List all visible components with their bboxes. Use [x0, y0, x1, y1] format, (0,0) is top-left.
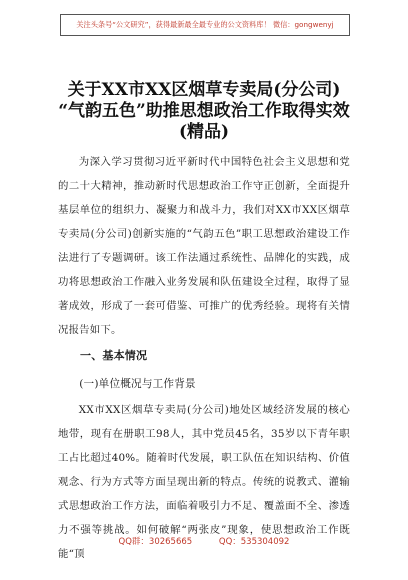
section-heading: 一、基本情况	[80, 349, 148, 362]
header-banner: 关注头条号“公文研究”，获得最新最全最专业的公文资料库！ 微信：gongwenyj	[60, 14, 350, 36]
intro-paragraph: 为深入学习贯彻习近平新时代中国特色社会主义思想和党的二十大精神，推动新时代思想政治工作守正创新，全面提升基层单位的组织力、凝聚力和战斗力，我们对XX市XX区烟草专卖局(分公司)创新实施的“气韵五色”职工思想政治建设工作法进行了专题调研。该工作法通过系统性、品牌化的实践，成功将思想政治工作融入业务发展和队伍建设全过程，取得了显著成效，形成了一套可借鉴、可推广的优秀经验。现将有关情况报告如下。	[58, 156, 350, 336]
title-line-3: (精品)	[178, 122, 230, 142]
title-line-1: 关于XX市XX区烟草专卖局(分公司)	[67, 80, 341, 100]
footer	[0, 535, 408, 547]
subsection-heading: (一)单位概况与工作背景	[79, 378, 196, 390]
document-title	[20, 80, 388, 143]
body-paragraph: XX市XX区烟草专卖局(分公司)地处区域经济发展的核心地带，现有在册职工98人，其中党员45名，35岁以下青年职工占比超过40%。随着时代发展，职工队伍在知识结构、价值观念、行为方式等方面呈现出新的特点。传统的说教式、灌输式思想政治工作方法，面临着吸引力不足、覆盖面不全、渗透力不强等挑战。如何破解“两张皮”现象，使思想政治工作既能“顶	[58, 404, 350, 560]
title-line-2: “气韵五色”助推思想政治工作取得实效	[58, 101, 350, 121]
footer-qq-group: QQ群：30265665	[118, 537, 193, 547]
footer-qq: QQ：535304092	[218, 537, 290, 547]
document-body	[58, 150, 350, 566]
